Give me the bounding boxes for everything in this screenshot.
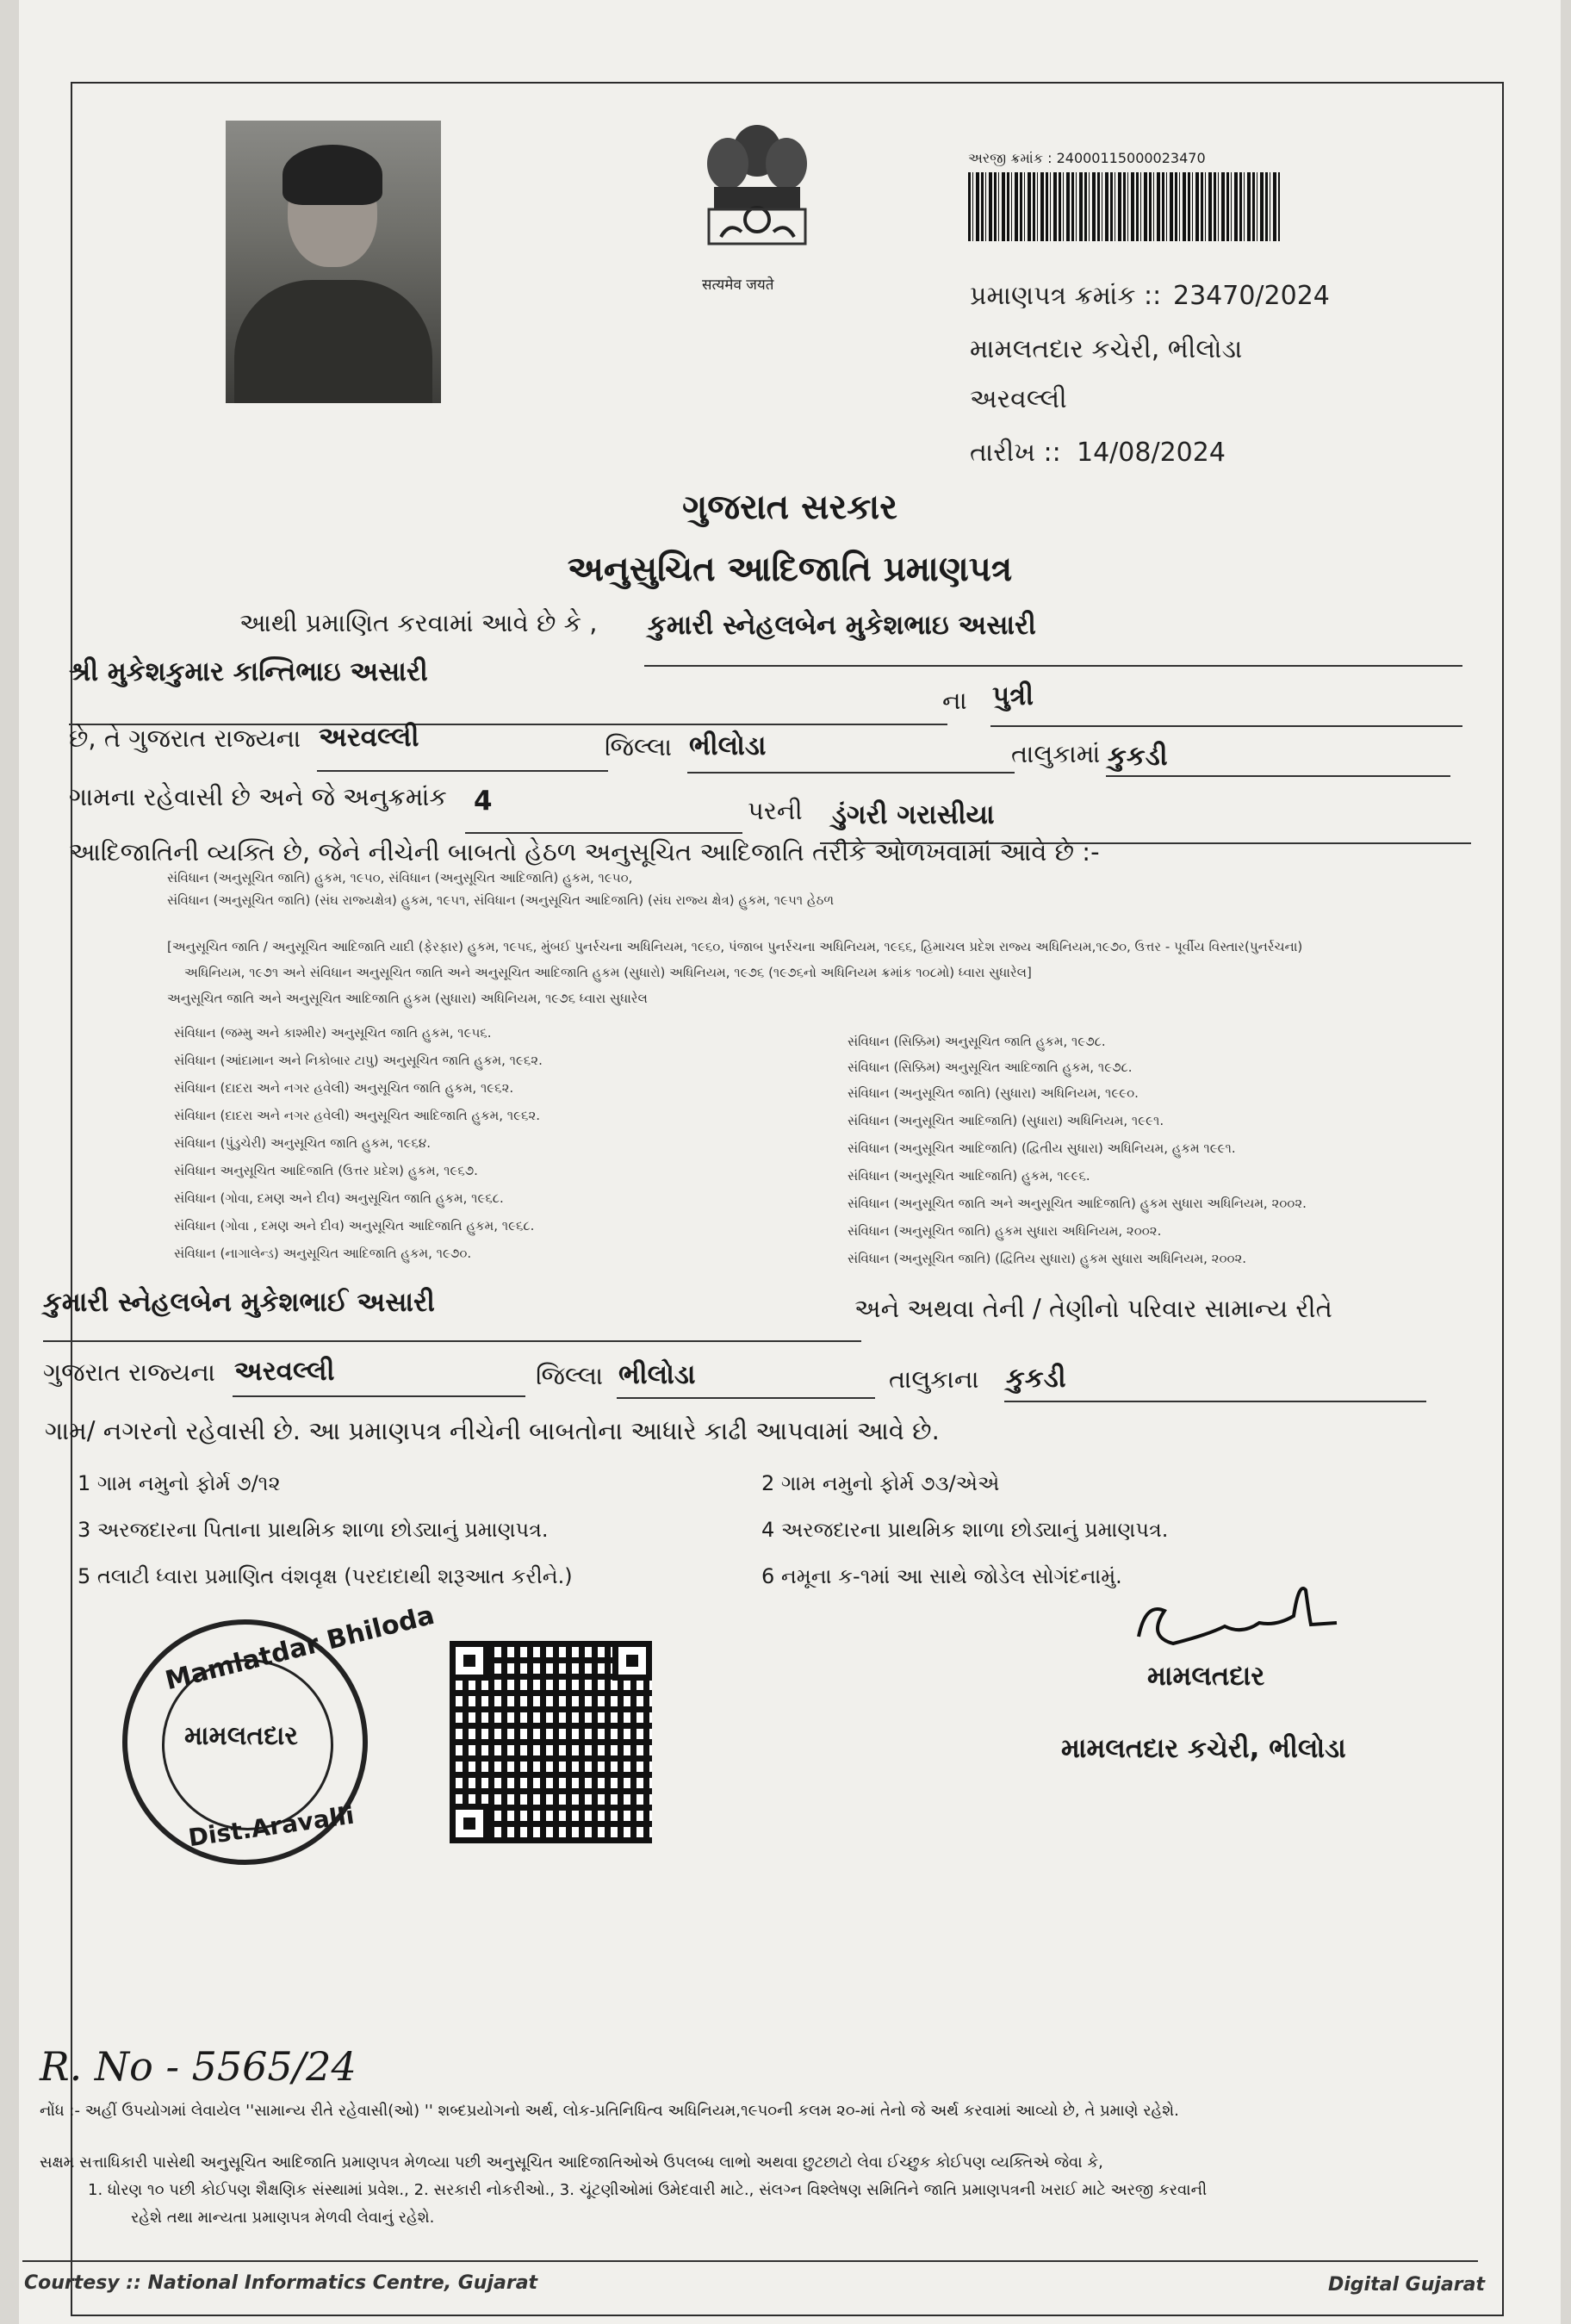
order-left-item: સંવિધાન (ગોવા , દમણ અને દીવ) અનુસૂચિત આદિજાતિ હુકમ, ૧૯૬૮. — [174, 1218, 535, 1233]
order-line: સંવિધાન (અનુસૂચિત જાતિ) હુકમ, ૧૯૫૦, સંવિધાન (અનુસૂચિત આદિજાતિ) હુકમ, ૧૯૫૦, — [167, 870, 633, 885]
note-residence: નોંધ :- અહીં ઉપયોગમાં લેવાયેલ ''સામાન્ય રીતે રહેવાસી(ઓ) '' શબ્દપ્રયોગનો અર્થ, લોક-પ્રતિનિધિત્વ અધિનિયમ,૧૯૫૦ની કલમ ૨૦-માં તેનો જે અર્થ કરવામાં આવ્યો છે, તે પ્રમાણે રહેશે. — [40, 2102, 1179, 2120]
residence-taluka-label: તાલુકાના — [889, 1364, 979, 1394]
cert-no-label: પ્રમાણપત્ર ક્રમાંક :: — [970, 281, 1162, 311]
village-name: કુકડી — [1108, 741, 1168, 772]
barcode — [968, 172, 1280, 241]
order-left-item: સંવિધાન (દાદરા અને નગર હવેલી) અનુસૂચિત આદિજાતિ હુકમ, ૧૯૬૨. — [174, 1108, 541, 1123]
national-emblem-icon — [695, 116, 820, 289]
order-right-item: સંવિધાન (અનુસૂચિત જાતિ) (સુધારા) અધિનિયમ, ૧૯૯૦. — [848, 1085, 1139, 1101]
note-benefits-list: 1. ધોરણ ૧૦ પછી કોઈપણ શૈક્ષણિક સંસ્થામાં પ્રવેશ., 2. સરકારી નોકરીઓ., 3. ચૂંટણીઓમાં ઉમેદવારી માટે., સંલગ્ન વિશ્લેષણ સમિતિને જાતિ પ્રમાણપત્રની ખરાઈ માટે અરજી કરવાની — [88, 2181, 1208, 2199]
tribe-name: ડુંગરી ગરાસીયા — [832, 799, 995, 830]
order-left-item: સંવિધાન અનુસૂચિત આદિજાતિ (ઉત્તર પ્રદેશ) હુકમ, ૧૯૬૭. — [174, 1163, 478, 1178]
footer-courtesy: Courtesy :: National Informatics Centre, Gujarat — [24, 2272, 538, 2294]
order-left-item: સંવિધાન (દાદરા અને નગર હવેલી) અનુસૂચિત જાતિ હુકમ, ૧૯૬૨. — [174, 1080, 514, 1096]
order-right-item: સંવિધાન (સિક્કિમ) અનુસૂચિત જાતિ હુકમ, ૧૯૭૮. — [848, 1034, 1106, 1049]
govt-title: ગુજરાત સરકાર — [682, 488, 897, 527]
document-item: 3 અરજદારના પિતાના પ્રાથમિક શાળા છોડ્યાનું પ્રમાણપત્ર. — [78, 1518, 549, 1542]
of-label: પરની — [748, 796, 803, 825]
district-name: અરવલ્લી — [319, 722, 419, 753]
handwritten-reference: R. No - 5565/24 — [40, 2043, 357, 2090]
note-benefits: સક્ષમ સત્તાધિકારી પાસેથી અનુસૂચિત આદિજાતિ પ્રમાણપત્ર મેળવ્યા પછી અનુસૂચિત આદિજાતિઓએ ઉપલબ્ધ લાભો અથવા છુટછાટો લેવા ઈચ્છુક કોઈપણ વ્યક્તિએ જેવા કે, — [40, 2153, 1103, 2172]
qr-code — [450, 1641, 652, 1843]
issue-date: 14/08/2024 — [1077, 438, 1226, 468]
taluka-name: ભીલોડા — [689, 730, 767, 761]
order-left-item: સંવિધાન (નાગાલેન્ડ) અનુસૂચિત આદિજાતિ હુકમ, ૧૯૭૦. — [174, 1246, 472, 1261]
cert-number: 23470/2024 — [1173, 281, 1330, 311]
residence-name: કુમારી સ્નેહલબેન મુકેશભાઈ અસારી — [43, 1287, 435, 1318]
recognized-text: આદિજાતિની વ્યક્તિ છે, જેને નીચેની બાબતો હેઠળ અનુસૂચિત આદિજાતિ તરીકે ઓળખવામાં આવે છે :- — [69, 837, 1100, 867]
taluka-label: તાલુકામાં — [1011, 739, 1101, 768]
residence-village: કુકડી — [1006, 1363, 1066, 1394]
order-left-item: સંવિધાન (જમ્મુ અને કાશ્મીર) અનુસૂચિત જાતિ હુકમ, ૧૯૫૬. — [174, 1025, 492, 1041]
emblem-motto: सत्यमेव जयते — [702, 277, 774, 294]
residence-taluka: ભીલોડા — [618, 1359, 696, 1390]
residence-district-label: જિલ્લા — [536, 1361, 604, 1390]
document-item: 1 ગામ નમુનો ફોર્મ ૭/૧૨ — [78, 1471, 281, 1495]
applicant-photo — [226, 121, 441, 403]
document-item: 4 અરજદારના પ્રાથમિક શાળા છોડ્યાનું પ્રમાણપત્ર. — [761, 1518, 1169, 1542]
issuing-office: મામલતદાર કચેરી, ભીલોડા — [970, 334, 1243, 364]
order-right-item: સંવિધાન (અનુસૂચિત જાતિ અને અનુસૂચિત આદિજાતિ) હુકમ સુધારા અધિનિયમ, ૨૦૦૨. — [848, 1196, 1307, 1211]
seal-top-text: Mamlatdar Bhiloda — [162, 1600, 438, 1697]
application-number: અરજી ક્રમાંક : 24000115000023470 — [968, 150, 1206, 166]
serial-number: 4 — [474, 786, 493, 817]
order-line: અધિનિયમ, ૧૯૭૧ અને સંવિધાન અનુસૂચિત જાતિ અને અનુસૂચિત આદિજાતિ હુકમ (સુધારો) અધિનિયમ, ૧૯૭૬ (૧૯૭૬નો અધિનિયમ ક્રમાંક ૧૦૮મો) ધ્વારા સુધારેલ] — [184, 965, 1032, 980]
order-line: સંવિધાન (અનુસૂચિત જાતિ) (સંઘ રાજ્યક્ષેત્ર) હુકમ, ૧૯૫૧, સંવિધાન (અનુસૂચિત આદિજાતિ) (સંઘ રાજ્ય ક્ષેત્ર) હુકમ, ૧૯૫૧ હેઠળ — [167, 892, 835, 908]
order-left-item: સંવિધાન (આંદામાન અને નિકોબાર ટાપુ) અનુસૂચિત જાતિ હુકમ, ૧૯૬૨. — [174, 1053, 543, 1068]
order-right-item: સંવિધાન (અનુસૂચિત આદિજાતિ) હુકમ, ૧૯૯૬. — [848, 1168, 1090, 1184]
footer-brand: Digital Gujarat — [1328, 2274, 1485, 2296]
applicant-name: કુમારી સ્નેહલબેન મુકેશભાઇ અસારી — [648, 610, 1036, 641]
order-right-item: સંવિધાન (અનુસૂચિત આદિજાતિ) (સુધારા) અધિનિયમ, ૧૯૯૧. — [848, 1113, 1164, 1128]
official-seal — [122, 1600, 438, 1865]
document-item: 2 ગામ નમુનો ફોર્મ ૭૩/એએ — [761, 1471, 1000, 1495]
certify-intro: આથી પ્રમાણિત કરવામાં આવે છે કે , — [239, 608, 598, 637]
resident-text: ગામના રહેવાસી છે અને જે અનુક્રમાંક — [69, 782, 447, 811]
order-left-item: સંવિધાન (પુંડુચેરી) અનુસૂચિત જાતિ હુકમ, ૧૯૬૪. — [174, 1135, 431, 1151]
signatory-office: મામલતદાર કચેરી, ભીલોડા — [1061, 1733, 1346, 1764]
district-label: જિલ્લા — [605, 732, 673, 761]
order-left-item: સંવિધાન (ગોવા, દમણ અને દીવ) અનુસૂચિત જાતિ હુકમ, ૧૯૬૮. — [174, 1190, 504, 1206]
issued-basis-text: ગામ/ નગરનો રહેવાસી છે. આ પ્રમાણપત્ર નીચેની બાબતોના આધારે કાઢી આપવામાં આવે છે. — [45, 1416, 940, 1445]
document-item: 6 નમૂના ક-૧માં આ સાથે જોડેલ સોગંદનામું. — [761, 1564, 1122, 1588]
state-prefix: છે, તે ગુજરાત રાજ્યના — [69, 724, 301, 753]
document-item: 5 તલાટી ધ્વારા પ્રમાણિત વંશવૃક્ષ (પરદાદાથી શરૂઆત કરીને.) — [78, 1564, 573, 1588]
signatory-title: મામલતદાર — [1147, 1661, 1265, 1692]
order-line: [અનુસૂચિત જાતિ / અનુસૂચિત આદિજાતિ યાદી (ફેરફાર) હુકમ, ૧૯૫૬, મુંબઈ પુનર્રચના અધિનિયમ, ૧૯૬૦, પંજાબ પુનર્રચના અધિનિયમ, ૧૯૬૬, હિમાચલ પ્રદેશ રાજ્ય અધિનિયમ,૧૯૭૦, ઉત્તર - પૂર્વીય વિસ્તાર(પુનર્રચના) — [167, 939, 1303, 954]
certificate-paper — [19, 0, 1561, 2324]
seal-center-text: મામલતદાર — [184, 1721, 298, 1751]
father-name: શ્રી મુકેશકુમાર કાન્તિભાઇ અસારી — [69, 656, 428, 687]
residence-district: અરવલ્લી — [234, 1356, 335, 1387]
seal-bottom-text: Dist.Aravalli — [186, 1800, 357, 1853]
order-right-item: સંવિધાન (અનુસૂચિત જાતિ) (દ્વિતિય સુધારા) હુકમ સુધારા અધિનિયમ, ૨૦૦૨. — [848, 1251, 1247, 1266]
order-right-item: સંવિધાન (સિક્કિમ) અનુસૂચિત આદિજાતિ હુકમ, ૧૯૭૮. — [848, 1059, 1133, 1075]
note-benefits-end: રહેશે તથા માન્યતા પ્રમાણપત્ર મેળવી લેવાનું રહેશે. — [131, 2209, 435, 2227]
order-line: અનુસૂચિત જાતિ અને અનુસૂચિત આદિજાતિ હુકમ (સુધારા) અધિનિયમ, ૧૯૭૬ ધ્વારા સુધારેલ — [167, 991, 648, 1006]
na-label: ના — [942, 686, 967, 715]
state-label: ગુજરાત રાજ્યના — [43, 1358, 215, 1387]
family-text: અને અથવા તેની / તેણીનો પરિવાર સામાન્ય રીતે — [854, 1294, 1332, 1323]
certificate-title: અનુસુચિત આદિજાતિ પ્રમાણપત્ર — [567, 550, 1013, 589]
order-right-item: સંવિધાન (અનુસૂચિત જાતિ) હુકમ સુધારા અધિનિયમ, ૨૦૦૨. — [848, 1223, 1162, 1239]
date-label: તારીખ :: — [970, 438, 1061, 468]
order-right-item: સંવિધાન (અનુસૂચિત આદિજાતિ) (દ્વિતીય સુધારા) અધિનિયમ, હુકમ ૧૯૯૧. — [848, 1140, 1236, 1156]
relation: પુત્રી — [992, 680, 1034, 711]
signature-icon — [1130, 1585, 1354, 1667]
issuing-district: અરવલ્લી — [970, 384, 1067, 414]
